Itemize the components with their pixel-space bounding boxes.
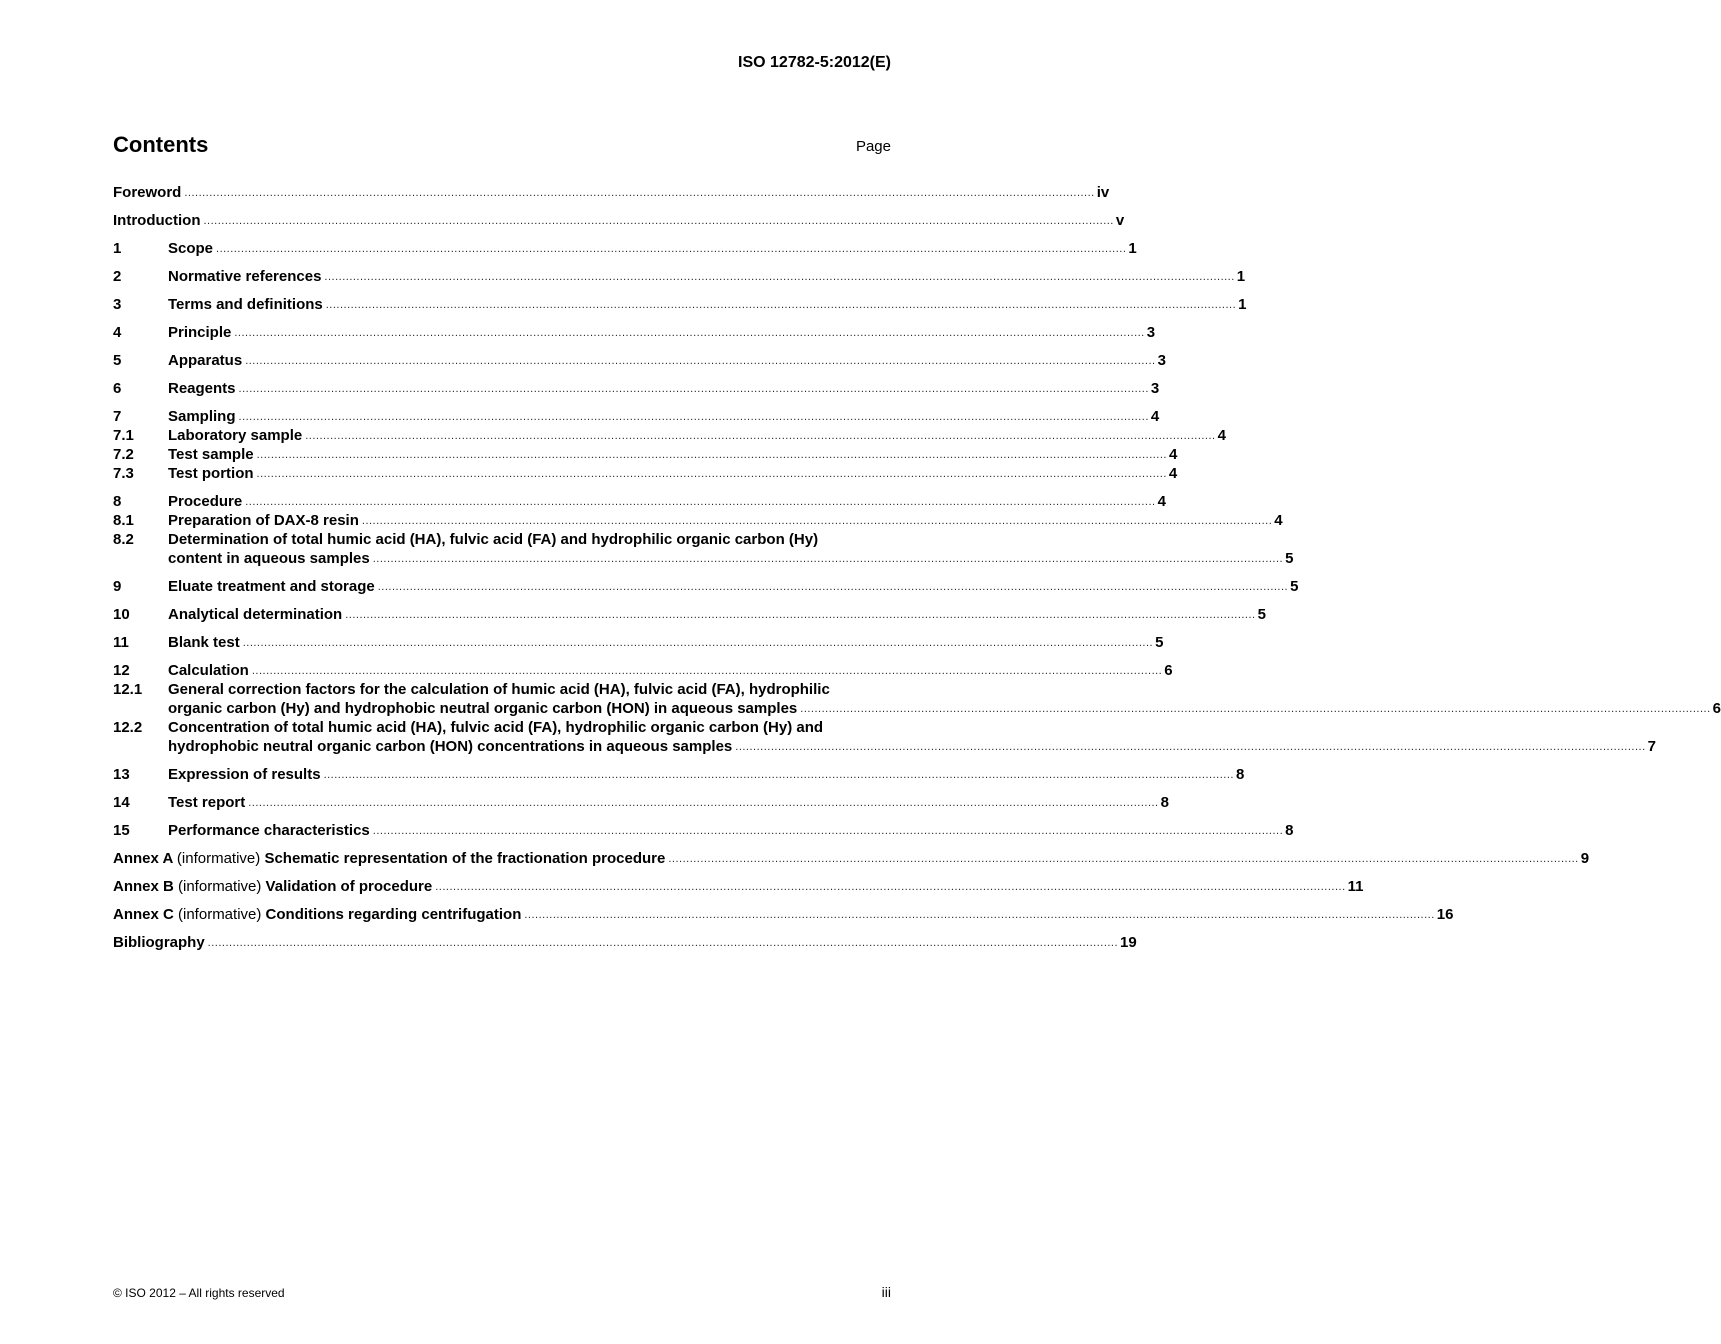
dot-leader	[435, 882, 1345, 893]
toc-entry-6[interactable]	[113, 379, 1160, 398]
toc-entry-introduction[interactable]	[113, 211, 1125, 230]
toc-entry-title: Terms and definitions	[168, 296, 323, 313]
dot-leader	[257, 450, 1167, 461]
contents-heading: Contents	[113, 132, 209, 157]
toc-entry-number: 5	[113, 352, 122, 369]
toc-entry-title: Reagents	[168, 380, 236, 397]
toc-entry-13[interactable]	[113, 765, 1245, 784]
toc-entry-1[interactable]	[113, 239, 1137, 258]
toc-entry-page: 4	[1157, 493, 1166, 510]
toc-entry-page: 19	[1120, 934, 1137, 951]
toc-entry-title: Bibliography	[113, 934, 205, 951]
annex-label: Annex C	[113, 906, 174, 923]
toc-entry-12-2[interactable]	[113, 718, 1656, 756]
toc-entry-title: Test sample	[168, 446, 254, 463]
dot-leader	[239, 412, 1149, 423]
toc-entry-title-line2: content in aqueous samples	[168, 550, 370, 567]
toc-entry-9[interactable]	[113, 577, 1299, 596]
annex-qualifier: (informative)	[176, 850, 261, 867]
dot-leader	[203, 216, 1113, 227]
toc-entry-title-line1: General correction factors for the calculation of humic acid (HA), fulvic acid (FA), hydrophilic	[168, 681, 830, 698]
document-id: ISO 12782-5:2012(E)	[738, 54, 891, 71]
toc-entry-title-line2: organic carbon (Hy) and hydrophobic neutral organic carbon (HON) in aqueous samples	[168, 700, 798, 717]
toc-entry-4[interactable]	[113, 323, 1156, 342]
toc-entry-annex-b[interactable]	[113, 877, 1364, 896]
toc-entry-title: Procedure	[168, 493, 243, 510]
toc-entry-title: Foreword	[113, 184, 182, 201]
toc-entry-5[interactable]	[113, 351, 1166, 370]
toc-entry-title: Test report	[168, 794, 246, 811]
toc-entry-number: 14	[113, 794, 130, 811]
annex-qualifier: (informative)	[178, 878, 262, 895]
dot-leader	[373, 554, 1283, 565]
toc-entry-title: Normative references	[168, 268, 322, 285]
toc-entry-10[interactable]	[113, 605, 1266, 624]
annex-label: Annex A	[113, 850, 173, 867]
toc-entry-8[interactable]	[113, 492, 1166, 511]
dot-leader	[373, 826, 1283, 837]
annex-title: Validation of procedure	[265, 878, 433, 895]
toc-entry-3[interactable]	[113, 295, 1247, 314]
toc-entry-number: 9	[113, 578, 122, 595]
dot-leader	[208, 938, 1118, 949]
toc-entry-title	[113, 905, 521, 924]
toc-entry-12-1[interactable]	[113, 680, 1721, 718]
toc-entry-number: 11	[113, 634, 129, 651]
toc-entry-number: 8.1	[113, 512, 134, 529]
toc-entry-page: 1	[1238, 296, 1247, 313]
annex-title: Conditions regarding centrifugation	[265, 906, 522, 923]
toc-entry-page: 8	[1160, 794, 1169, 811]
dot-leader	[252, 666, 1162, 677]
toc-entry-number: 12.1	[113, 681, 143, 698]
toc-entry-page: 3	[1150, 380, 1160, 397]
toc-entry-number: 8	[113, 493, 122, 510]
toc-entry-number: 15	[113, 822, 130, 839]
dot-leader	[184, 188, 1094, 199]
toc-entry-page: 1	[1236, 268, 1246, 285]
table-of-contents	[113, 183, 1721, 952]
page-column-label: Page	[855, 138, 891, 155]
toc-entry-title: Expression of results	[168, 766, 321, 783]
toc-entry-title: Apparatus	[168, 352, 243, 369]
toc-entry-page: 1	[1128, 240, 1137, 257]
dot-leader	[234, 328, 1144, 339]
toc-entry-number: 1	[113, 240, 122, 257]
toc-entry-title: Scope	[168, 240, 214, 257]
annex-title: Schematic representation of the fractionation procedure	[264, 850, 666, 867]
toc-entry-title-line1: Determination of total humic acid (HA), fulvic acid (FA) and hydrophilic organic carbon (Hy)	[168, 531, 819, 548]
toc-entry-title: Sampling	[168, 408, 236, 425]
toc-entry-page: 4	[1168, 465, 1178, 482]
toc-entry-number: 10	[113, 606, 130, 623]
toc-entry-page: 9	[1580, 850, 1590, 867]
toc-entry-page: 6	[1164, 662, 1173, 679]
toc-entry-title: Performance characteristics	[168, 822, 370, 839]
toc-entry-title: Test portion	[168, 465, 254, 482]
dot-leader	[524, 910, 1434, 921]
toc-entry-title-line1: Concentration of total humic acid (HA), fulvic acid (FA), hydrophilic organic carbon (Hy) and	[168, 719, 824, 736]
dot-leader	[245, 497, 1155, 508]
toc-entry-page: 4	[1168, 446, 1178, 463]
toc-entry-number: 2	[113, 268, 122, 285]
dot-leader	[257, 469, 1167, 480]
toc-entry-title: Principle	[168, 324, 232, 341]
toc-entry-title: Preparation of DAX-8 resin	[168, 512, 359, 529]
toc-entry-page: 5	[1155, 634, 1164, 651]
toc-entry-page: 16	[1436, 906, 1454, 923]
toc-entry-title: Calculation	[168, 662, 249, 679]
toc-entry-7-1[interactable]	[113, 426, 1226, 445]
toc-entry-page: 5	[1290, 578, 1299, 595]
toc-entry-title: Introduction	[113, 212, 201, 229]
toc-entry-15[interactable]	[113, 821, 1294, 840]
toc-entry-number: 12.2	[113, 719, 143, 736]
dot-leader	[324, 770, 1234, 781]
dot-leader	[668, 854, 1578, 865]
toc-entry-page: 11	[1347, 878, 1364, 895]
toc-entry-title	[113, 877, 432, 896]
dot-leader	[305, 431, 1215, 442]
dot-leader	[248, 798, 1158, 809]
toc-entry-title	[113, 849, 665, 868]
toc-entry-page: iv	[1096, 184, 1110, 201]
dot-leader	[324, 272, 1234, 283]
dot-leader	[362, 516, 1272, 527]
toc-entry-bibliography[interactable]	[113, 933, 1137, 952]
dot-leader	[239, 384, 1149, 395]
annex-qualifier: (informative)	[178, 906, 262, 923]
copyright-notice: © ISO 2012 – All rights reserved	[113, 1286, 285, 1300]
dot-leader	[326, 300, 1236, 311]
toc-entry-title-line2: hydrophobic neutral organic carbon (HON) concentrations in aqueous samples	[168, 738, 733, 755]
toc-entry-number: 4	[113, 324, 122, 341]
toc-entry-number: 7.1	[113, 427, 134, 444]
toc-entry-7-2[interactable]	[113, 445, 1178, 464]
toc-entry-number: 7.3	[113, 465, 134, 482]
toc-entry-12[interactable]	[113, 661, 1173, 680]
toc-entry-page: 4	[1150, 408, 1160, 425]
dot-leader	[735, 742, 1645, 753]
toc-entry-title: Blank test	[168, 634, 240, 651]
toc-entry-number: 8.2	[113, 531, 134, 548]
toc-entry-page: 7	[1647, 738, 1656, 755]
toc-entry-annex-a[interactable]	[113, 849, 1590, 868]
toc-entry-7[interactable]	[113, 407, 1160, 426]
toc-entry-8-2[interactable]	[113, 530, 1294, 568]
page-number: iii	[881, 1284, 891, 1300]
dot-leader	[800, 704, 1710, 715]
toc-entry-annex-c[interactable]	[113, 905, 1454, 924]
dot-leader	[378, 582, 1288, 593]
toc-entry-number: 13	[113, 766, 130, 783]
toc-entry-11[interactable]	[113, 633, 1164, 652]
toc-entry-page: 8	[1285, 822, 1294, 839]
toc-entry-page: 5	[1285, 550, 1294, 567]
toc-entry-page: v	[1115, 212, 1125, 229]
dot-leader	[216, 244, 1126, 255]
toc-entry-2[interactable]	[113, 267, 1246, 286]
toc-entry-page: 5	[1257, 606, 1266, 623]
dot-leader	[245, 356, 1155, 367]
toc-entry-page: 3	[1157, 352, 1166, 369]
toc-entry-title: Eluate treatment and storage	[168, 578, 375, 595]
toc-entry-number: 6	[113, 380, 122, 397]
toc-entry-page: 4	[1274, 512, 1283, 529]
toc-entry-title: Laboratory sample	[168, 427, 303, 444]
toc-entry-number: 12	[113, 662, 130, 679]
toc-entry-page: 8	[1235, 766, 1245, 783]
toc-entry-8-1[interactable]	[113, 511, 1283, 530]
toc-entry-page: 6	[1712, 700, 1721, 717]
toc-entry-7-3[interactable]	[113, 464, 1178, 483]
dot-leader	[345, 610, 1255, 621]
toc-entry-title: Analytical determination	[168, 606, 343, 623]
toc-entry-foreword[interactable]	[113, 183, 1110, 202]
toc-entry-number: 7	[113, 408, 122, 425]
toc-entry-number: 3	[113, 296, 122, 313]
annex-label: Annex B	[113, 878, 174, 895]
dot-leader	[243, 638, 1153, 649]
toc-entry-page: 4	[1217, 427, 1226, 444]
toc-entry-page: 3	[1146, 324, 1156, 341]
toc-entry-number: 7.2	[113, 446, 134, 463]
toc-entry-14[interactable]	[113, 793, 1169, 812]
